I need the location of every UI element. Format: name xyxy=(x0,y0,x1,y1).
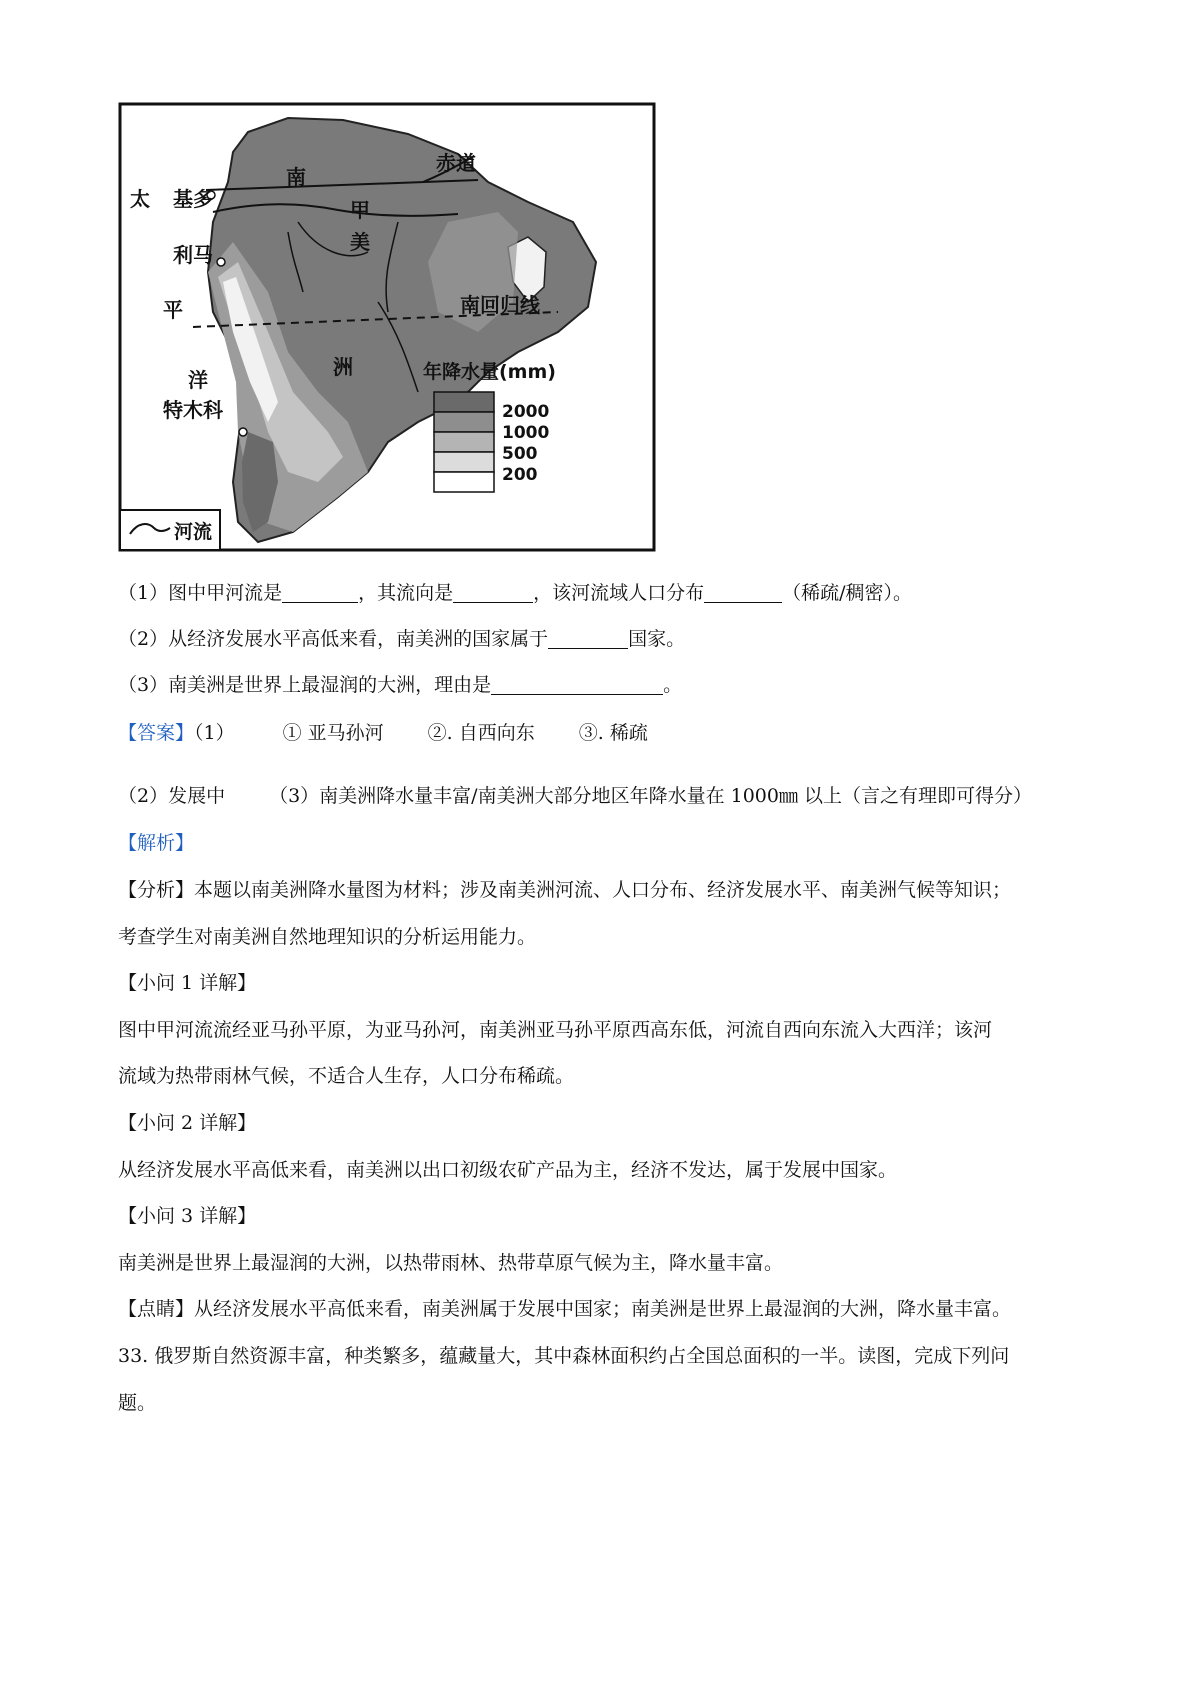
q3-blank[interactable] xyxy=(491,674,663,695)
label-lima: 利马 xyxy=(173,243,213,267)
q1-blank-3[interactable] xyxy=(704,582,782,603)
q2-blank[interactable] xyxy=(548,628,628,649)
analysis-q2-head: 【小问 2 详解】 xyxy=(118,1112,257,1134)
answer-line-2 xyxy=(118,781,1032,811)
label-jiduo: 基多 xyxy=(173,187,213,211)
answer-a2: ②. 自西向东 xyxy=(427,722,535,744)
q1-text-c: ，该河流域人口分布 xyxy=(533,582,705,604)
answer-tag: 【答案】 xyxy=(118,722,195,744)
answer-a3: ③. 稀疏 xyxy=(578,722,648,744)
analysis-tag: 【解析】 xyxy=(118,832,195,854)
label-tai: 太 xyxy=(130,187,150,211)
legend-swatch-2000 xyxy=(434,392,494,412)
analysis-q1-1: 图中甲河流流经亚马孙平原，为亚马孙河，南美洲亚马孙平原西高东低，河流自西向东流入大西洋；该河 xyxy=(118,1019,993,1041)
q3-text-a: （3）南美洲是世界上最湿润的大洲，理由是 xyxy=(118,674,492,696)
q1-blank-1[interactable] xyxy=(282,582,358,603)
q3-text-b: 。 xyxy=(663,674,683,696)
label-ping: 平 xyxy=(163,298,183,322)
legend-swatch-1000 xyxy=(434,412,494,432)
legend-500: 500 xyxy=(502,444,538,464)
label-mei: 美 xyxy=(350,230,370,254)
label-nan: 南 xyxy=(286,165,306,189)
question-3 xyxy=(118,670,682,700)
q1-text-b: ，其流向是 xyxy=(358,582,454,604)
q1-text-a: （1）图中甲河流是 xyxy=(118,582,283,604)
label-zhou: 洲 xyxy=(333,355,353,379)
analysis-q3-head: 【小问 3 详解】 xyxy=(118,1205,257,1227)
analysis-q1-head: 【小问 1 详解】 xyxy=(118,972,257,994)
q2-text-a: （2）从经济发展水平高低来看，南美洲的国家属于 xyxy=(118,628,549,650)
label-equator: 赤道 xyxy=(436,151,476,175)
analysis-q3-1: 南美洲是世界上最湿润的大洲，以热带雨林、热带草原气候为主，降水量丰富。 xyxy=(118,1252,784,1274)
label-jia: 甲 xyxy=(350,198,370,222)
legend-2000: 2000 xyxy=(502,402,550,422)
label-yang: 洋 xyxy=(188,368,208,392)
analysis-q1-2: 流域为热带雨林气候，不适合人生存，人口分布稀疏。 xyxy=(118,1065,575,1087)
analysis-dianjing: 【点睛】从经济发展水平高低来看，南美洲属于发展中国家；南美洲是世界上最湿润的大洲，降水量丰富。 xyxy=(118,1298,1012,1320)
q2-text-b: 国家。 xyxy=(628,628,686,650)
legend-swatch-200 xyxy=(434,452,494,472)
label-temuke: 特木科 xyxy=(163,398,223,422)
q33-line-2: 题。 xyxy=(118,1392,157,1414)
analysis-fenxi-2: 考查学生对南美洲自然地理知识的分析运用能力。 xyxy=(118,926,537,948)
south-america-precipitation-map xyxy=(118,102,656,552)
map-svg xyxy=(118,102,656,552)
legend-title: 年降水量(mm) xyxy=(423,361,556,383)
legend-200: 200 xyxy=(502,465,538,485)
answer-a1: ① 亚马孙河 xyxy=(282,722,384,744)
temuco-point xyxy=(239,428,247,436)
answer-part3: （3）南美洲降水量丰富/南美洲大部分地区年降水量在 1000㎜ 以上（言之有理即可得分） xyxy=(269,785,1033,807)
answer-part2: （2）发展中 xyxy=(118,785,226,807)
q1-blank-2[interactable] xyxy=(453,582,533,603)
legend-swatch-500 xyxy=(434,432,494,452)
legend-1000: 1000 xyxy=(502,423,550,443)
q33-line-1: 33. 俄罗斯自然资源丰富，种类繁多，蕴藏量大，其中森林面积约占全国总面积的一半。读图，完成下列问 xyxy=(118,1345,1010,1367)
legend-swatch-lowest xyxy=(434,472,494,492)
analysis-fenxi-1: 【分析】本题以南美洲降水量图为材料；涉及南美洲河流、人口分布、经济发展水平、南美洲气候等知识； xyxy=(118,879,1012,901)
lima-point xyxy=(217,258,225,266)
question-1 xyxy=(118,578,912,608)
label-tropic: 南回归线 xyxy=(460,293,540,317)
question-2 xyxy=(118,624,685,654)
answer-part1: （1） xyxy=(194,722,235,744)
q1-text-d: （稀疏/稠密）。 xyxy=(782,582,913,604)
analysis-q2-1: 从经济发展水平高低来看，南美洲以出口初级农矿产品为主，经济不发达，属于发展中国家。 xyxy=(118,1159,898,1181)
answer-line-1 xyxy=(118,718,648,748)
river-legend-label: 河流 xyxy=(174,521,213,543)
